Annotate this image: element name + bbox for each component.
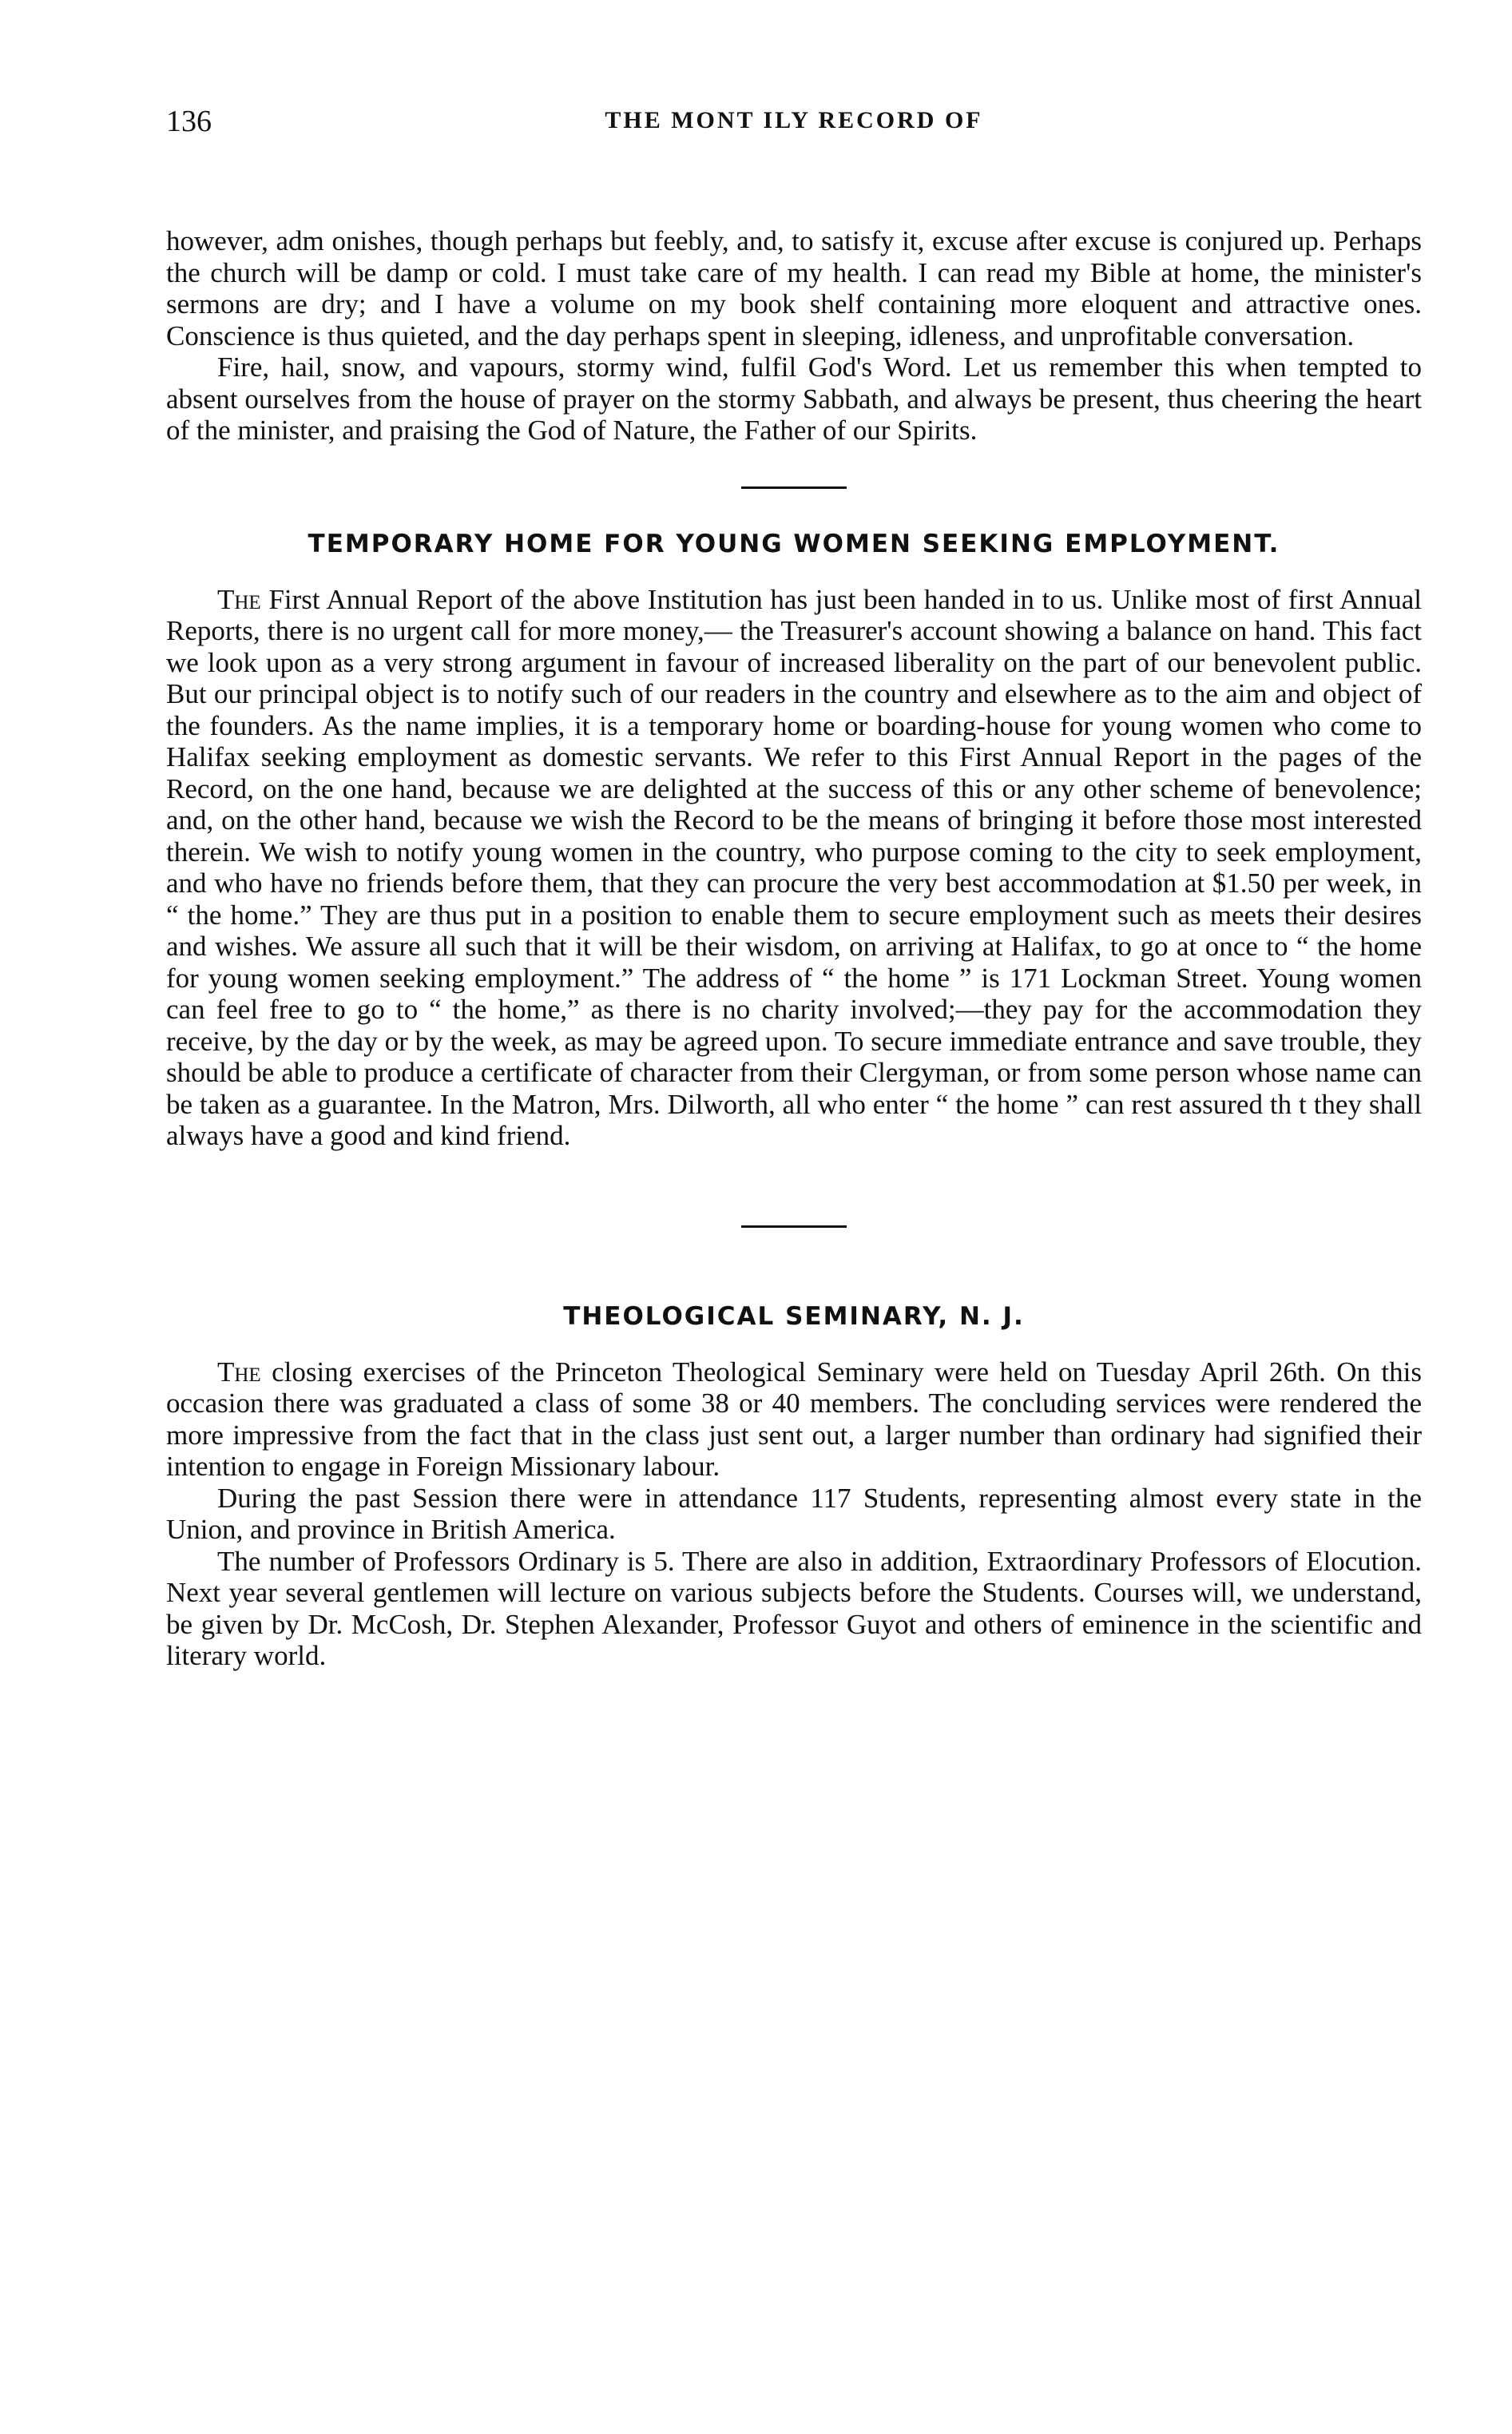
section-divider [741, 1225, 847, 1228]
opening-section [166, 225, 1422, 447]
paragraph: Fire, hail, snow, and vapours, stormy wind, fulfil God's Word. Let us remember this when tempted to absent ourselves from the house of prayer on the stormy Sabbath, and always be present, thus cheering the heart of the minister, and praising the God of Nature, the Father of our Spirits. [166, 351, 1422, 446]
paragraph-text: First Annual Report of the above Institution has just been handed in to us. Unlike most of first Annual Reports, there is no urgent call for more money,— the Treasurer's account showing a balance on hand. This fact we look upon as a very strong argument in favour of increased liberality on the part of our benevolent public. But our principal object is to notify such of our readers in the country and elsewhere as to the aim and object of the founders. As the name implies, it is a temporary home or boarding-house for young women who come to Halifax seeking employment as domestic servants. We refer to this First Annual Report in the pages of the Record, on the one hand, because we are delighted at the success of this or any other scheme of benevolence; and, on the other hand, because we wish the Record to be the means of bringing it before those most interested therein. We wish to notify young women in the country, who purpose coming to the city to seek employment, and who have no friends before them, that they can procure the very best accommodation at $1.50 per week, in “ the home.” They are thus put in a position to enable them to secure employment such as meets their desires and wishes. We assure all such that it will be their wisdom, on arriving at Halifax, to go at once to “ the home for young women seeking employment.” The address of “ the home ” is 171 Lockman Street. Young women can feel free to go to “ the home,” as there is no charity involved;—they pay for the accommodation they receive, by the day or by the week, as may be agreed upon. To secure immediate entrance and save trouble, they should be able to produce a certificate of character from their Clergyman, or from some person whose name can be taken as a guarantee. In the Matron, Mrs. Dilworth, all who enter “ the home ” can rest assured th t they shall always have a good and kind friend. [166, 583, 1422, 1151]
paragraph-text: closing exercises of the Princeton Theological Seminary were held on Tuesday April 26th. On this occasion there was graduated a class of some 38 or 40 members. The concluding services were rendered the more impressive from the fact that in the class just sent out, a larger number than ordinary had signified their intention to engage in Foreign Missionary labour. [166, 1356, 1423, 1482]
paragraph [166, 1356, 1422, 1483]
paragraph: however, adm onishes, though perhaps but feebly, and, to satisfy it, excuse after excuse is conjured up. Perhaps the church will be damp or cold. I must take care of my health. I can read my Bible at home, the minister's sermons are dry; and I have a volume on my book shelf containing more eloquent and attractive ones. Conscience is thus quieted, and the day perhaps spent in sleeping, idleness, and unprofitable conversation. [166, 225, 1422, 351]
article-heading: THEOLOGICAL SEMINARY, N. J. [563, 1301, 1025, 1331]
page-number: 136 [166, 105, 212, 138]
paragraph: The number of Professors Ordinary is 5. There are also in addition, Extraordinary Professors of Elocution. Next year several gentlemen will lecture on various subjects before the Students. Courses will, we understand, be given by Dr. McCosh, Dr. Stephen Alexander, Professor Guyot and others of eminence in the scientific and literary world. [166, 1545, 1422, 1671]
article-heading: TEMPORARY HOME FOR YOUNG WOMEN SEEKING EMPLOYMENT. [308, 529, 1280, 558]
running-title: THE MONT ILY RECORD OF [605, 107, 983, 133]
paragraph: During the past Session there were in attendance 117 Students, representing almost every state in the Union, and province in British America. [166, 1482, 1422, 1545]
article-body [166, 584, 1422, 1152]
section-divider [741, 486, 847, 489]
page [166, 80, 1422, 1672]
paragraph [166, 584, 1422, 1152]
running-head [166, 80, 1422, 138]
article-body [166, 1356, 1422, 1672]
lead-word: The [217, 583, 261, 615]
lead-word: The [217, 1356, 261, 1388]
